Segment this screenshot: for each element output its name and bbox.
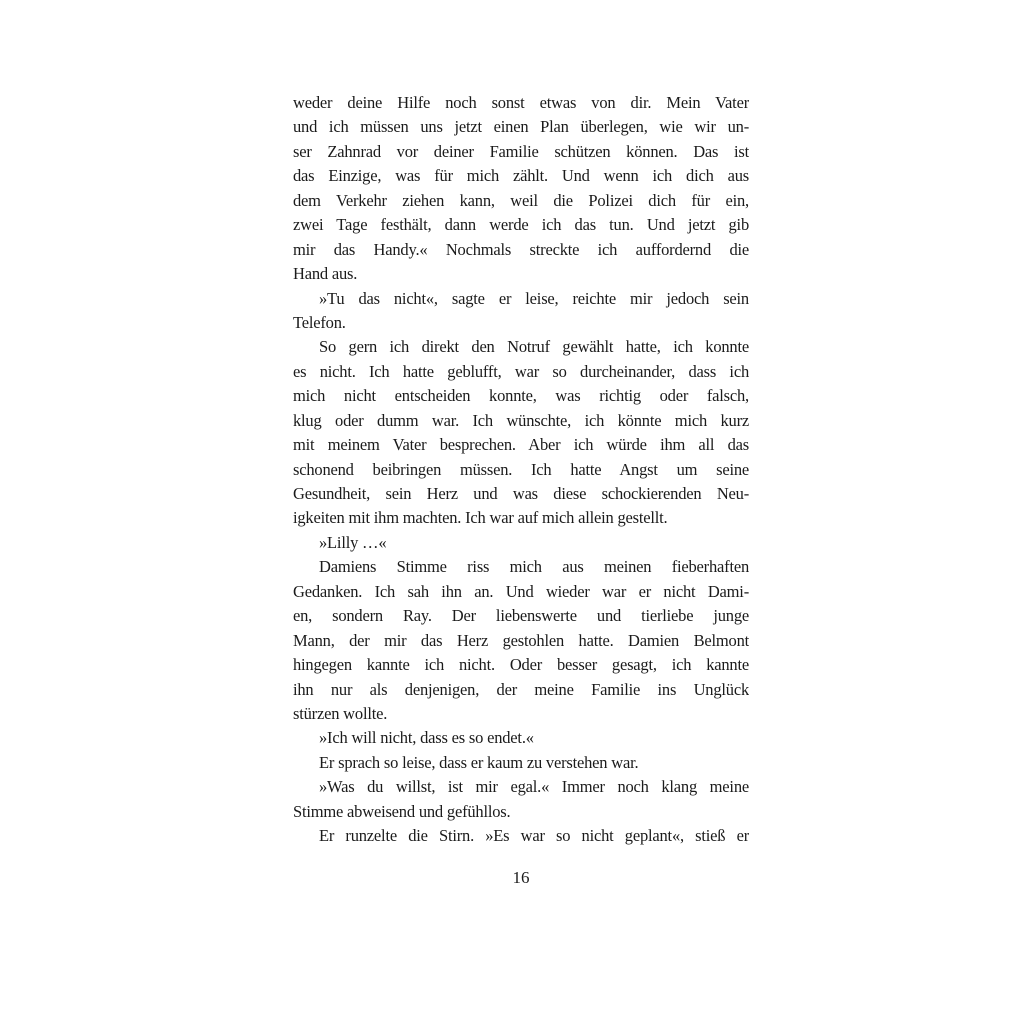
- text-line: Er sprach so leise, dass er kaum zu verstehen war.: [319, 752, 639, 772]
- text-line: »Was du willst, ist mir egal.« Immer noch klang meine: [319, 777, 749, 797]
- text-line: hingegen kannte ich nicht. Oder besser gesagt, ich kannte: [293, 655, 749, 675]
- text-line: Telefon.: [293, 312, 346, 332]
- text-line: Hand aus.: [293, 264, 358, 284]
- page-number: 16: [512, 868, 530, 887]
- text-line: schonend beibringen müssen. Ich hatte Angst um seine: [293, 459, 749, 479]
- text-line: Gedanken. Ich sah ihn an. Und wieder war er nicht Dami-: [293, 581, 749, 601]
- text-line: klug oder dumm war. Ich wünschte, ich könnte mich kurz: [293, 410, 749, 430]
- text-line: zwei Tage festhält, dann werde ich das tun. Und jetzt gib: [293, 215, 749, 235]
- text-line: Mann, der mir das Herz gestohlen hatte. Damien Belmont: [293, 630, 749, 650]
- text-line: »Lilly …«: [319, 532, 387, 552]
- text-line: ihn nur als denjenigen, der meine Familie ins Unglück: [293, 679, 749, 699]
- text-line: Er runzelte die Stirn. »Es war so nicht geplant«, stieß er: [319, 826, 749, 846]
- text-line: ser Zahnrad vor deiner Familie schützen können. Das ist: [293, 141, 749, 161]
- text-line: mir das Handy.« Nochmals streckte ich auffordernd die: [293, 239, 749, 259]
- text-line: igkeiten mit ihm machten. Ich war auf mich allein gestellt.: [293, 508, 668, 528]
- text-line: mich nicht entscheiden konnte, was richtig oder falsch,: [293, 386, 749, 406]
- text-line: en, sondern Ray. Der liebenswerte und tierliebe junge: [293, 606, 749, 626]
- text-line: mit meinem Vater besprechen. Aber ich würde ihm all das: [293, 435, 749, 455]
- text-line: das Einzige, was für mich zählt. Und wenn ich dich aus: [293, 166, 749, 186]
- text-line: es nicht. Ich hatte geblufft, war so durcheinander, dass ich: [293, 361, 749, 381]
- text-line: Gesundheit, sein Herz und was diese schockierenden Neu-: [293, 484, 749, 503]
- text-line: dem Verkehr ziehen kann, weil die Polizei dich für ein,: [293, 190, 749, 210]
- text-line: Damiens Stimme riss mich aus meinen fieberhaften: [319, 557, 749, 577]
- text-block: [293, 91, 749, 849]
- text-line: »Tu das nicht«, sagte er leise, reichte mir jedoch sein: [319, 288, 749, 308]
- text-line: »Ich will nicht, dass es so endet.«: [319, 728, 534, 748]
- text-line: und ich müssen uns jetzt einen Plan überlegen, wie wir un-: [293, 117, 749, 137]
- text-line: weder deine Hilfe noch sonst etwas von dir. Mein Vater: [293, 93, 749, 112]
- text-line: Stimme abweisend und gefühllos.: [293, 801, 511, 821]
- text-line: stürzen wollte.: [293, 703, 388, 723]
- text-line: So gern ich direkt den Notruf gewählt hatte, ich konnte: [319, 337, 749, 357]
